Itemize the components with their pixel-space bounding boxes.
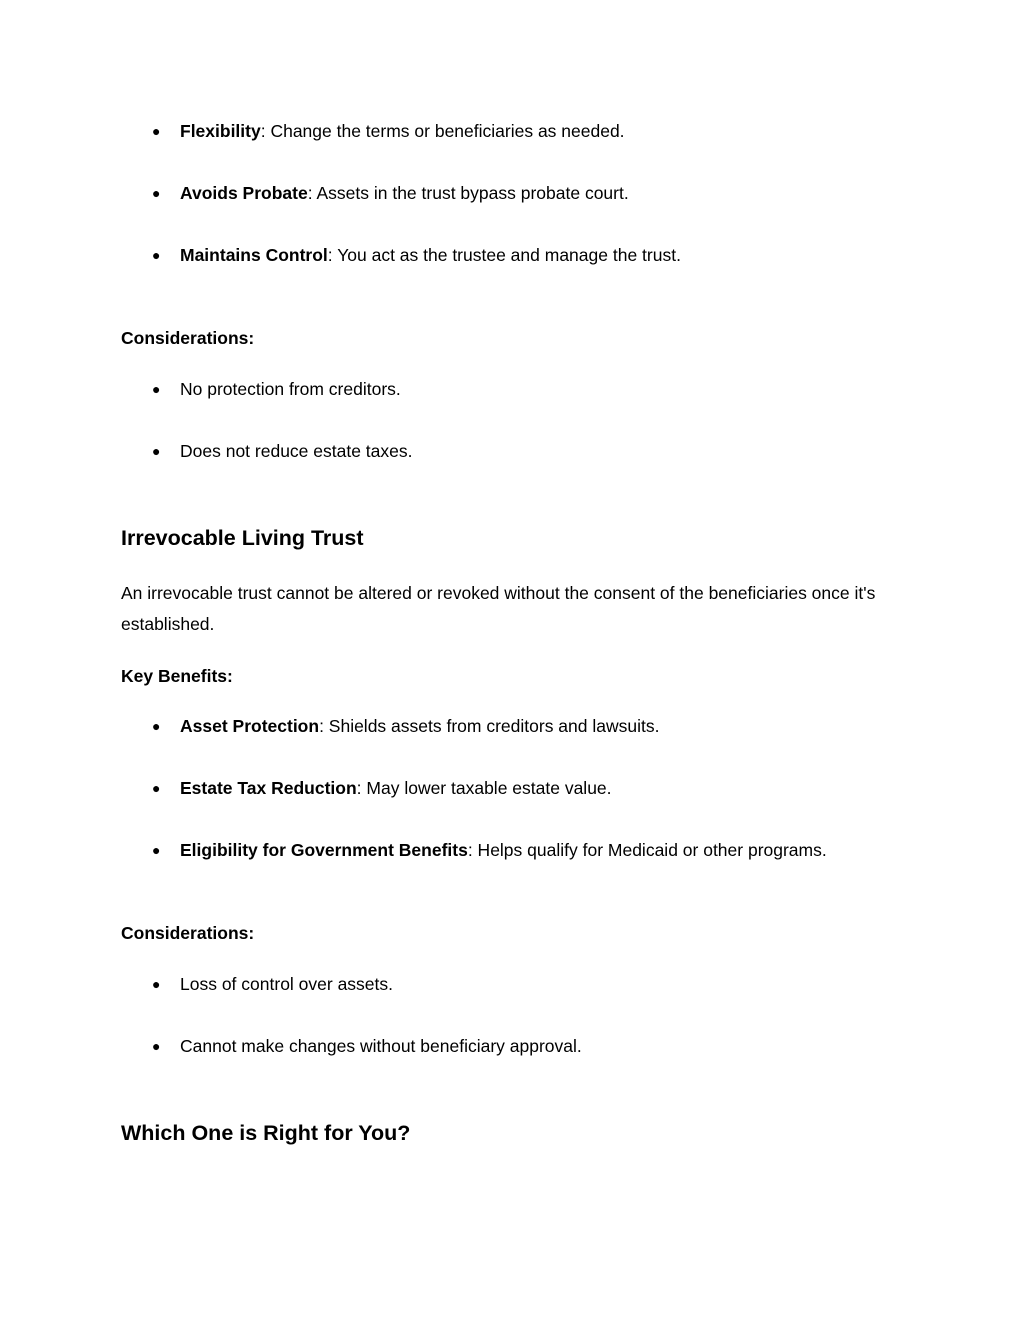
bullet-icon: ●: [152, 185, 161, 201]
key-benefits-heading: Key Benefits:: [121, 666, 233, 686]
list-item: [152, 973, 393, 995]
considerations-heading: Considerations:: [121, 923, 255, 943]
benefit-term: Asset Protection: [180, 716, 320, 736]
considerations-heading: Considerations:: [121, 328, 255, 348]
bullet-icon: ●: [152, 718, 161, 734]
section-heading: Which One is Right for You?: [121, 1121, 411, 1145]
list-item: [152, 777, 612, 799]
section-heading: Irrevocable Living Trust: [121, 526, 364, 550]
bullet-icon: ●: [152, 842, 161, 858]
bullet-icon: ●: [152, 976, 161, 992]
bullet-icon: ●: [152, 247, 161, 263]
benefit-term: Avoids Probate: [180, 183, 308, 203]
list-item: [152, 378, 401, 400]
consideration-text: Does not reduce estate taxes.: [180, 441, 413, 461]
list-item: [152, 182, 629, 204]
benefit-term: Maintains Control: [180, 245, 328, 265]
benefit-description: : Change the terms or beneficiaries as needed.: [260, 121, 625, 141]
list-item: [152, 120, 625, 142]
benefit-description: : Shields assets from creditors and lawsuits.: [319, 716, 660, 736]
benefit-description: : May lower taxable estate value.: [356, 778, 612, 798]
bullet-icon: ●: [152, 381, 161, 397]
benefit-description: : Assets in the trust bypass probate court.: [307, 183, 629, 203]
consideration-text: Cannot make changes without beneficiary approval.: [180, 1036, 582, 1056]
bullet-icon: ●: [152, 780, 161, 796]
list-item: [152, 715, 659, 737]
section-paragraph: An irrevocable trust cannot be altered or revoked without the consent of the beneficiaries once it's established.: [121, 583, 876, 634]
consideration-text: Loss of control over assets.: [180, 974, 394, 994]
bullet-icon: ●: [152, 443, 161, 459]
list-item: [152, 244, 681, 266]
list-item: [152, 1035, 582, 1057]
benefit-term: Eligibility for Government Benefits: [180, 840, 468, 860]
benefit-description: : You act as the trustee and manage the trust.: [327, 245, 681, 265]
list-item: [152, 440, 413, 462]
bullet-icon: ●: [152, 1038, 161, 1054]
list-item: [152, 839, 827, 861]
consideration-text: No protection from creditors.: [180, 379, 401, 399]
benefit-term: Flexibility: [180, 121, 261, 141]
benefit-term: Estate Tax Reduction: [180, 778, 357, 798]
benefit-description: : Helps qualify for Medicaid or other programs.: [467, 840, 827, 860]
bullet-icon: ●: [152, 123, 161, 139]
